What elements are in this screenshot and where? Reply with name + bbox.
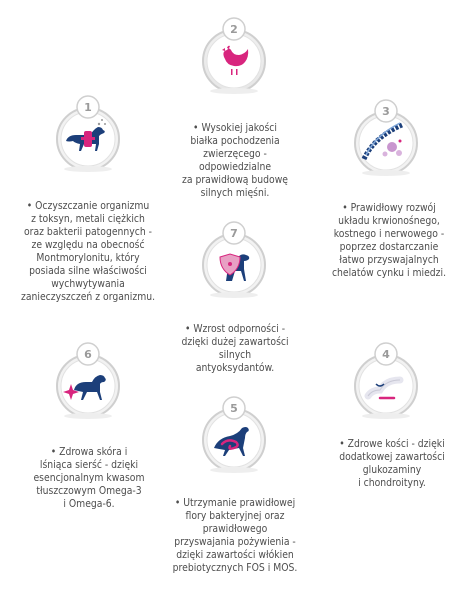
text-line: chelatów cynku i miedzi. xyxy=(331,267,447,279)
text-line: glukozaminy xyxy=(362,464,422,476)
text-line: poprzez dostarczanie xyxy=(339,241,439,253)
text-line: prebiotycznych FOS i MOS. xyxy=(172,562,298,574)
text-line: wychwytywania xyxy=(51,278,125,290)
text-line: kostnego i nerwowego - xyxy=(333,228,445,240)
item-1-description xyxy=(10,200,166,304)
badge-number: 7 xyxy=(230,227,238,240)
text-line: i chondroityny. xyxy=(358,477,426,489)
badge-2 xyxy=(200,15,268,95)
text-line: tłuszczowym Omega-3 xyxy=(36,485,142,497)
item-6-description xyxy=(24,446,154,511)
item-3-description xyxy=(318,202,460,280)
badge-3 xyxy=(352,97,420,177)
text-line: z toksyn, metali ciężkich xyxy=(31,213,145,225)
text-line: • Wzrost odporności - xyxy=(184,323,286,335)
text-line: odpowiedzialne xyxy=(198,161,272,173)
text-line: • Prawidłowy rozwój xyxy=(342,202,436,214)
text-line: • Utrzymanie prawidłowej xyxy=(174,497,296,509)
text-line: przyswajania pożywienia - xyxy=(174,536,296,548)
text-line: posiada silne właściwości xyxy=(29,265,147,277)
text-line: dzięki zawartości włókien xyxy=(176,549,294,561)
text-line: Montmorylonitu, który xyxy=(36,252,140,264)
text-line: esencjonalnym kwasom xyxy=(33,472,145,484)
badge-number: 5 xyxy=(230,402,238,415)
item-7-description xyxy=(160,323,310,375)
text-line: • Oczyszczanie organizmu xyxy=(26,200,150,212)
text-line: ze względu na obecność xyxy=(31,239,145,251)
text-line: • Wysokiej jakości xyxy=(193,122,277,134)
text-line: antyoksydantów. xyxy=(195,362,275,374)
text-line: za prawidłową budowę xyxy=(182,174,288,186)
text-line: flory bakteryjnej oraz xyxy=(185,510,285,522)
badge-5 xyxy=(200,394,268,474)
badge-number: 6 xyxy=(84,348,92,361)
text-line: zanieczyszczeń z organizmu. xyxy=(20,291,156,303)
badge-4 xyxy=(352,340,420,420)
badge-7 xyxy=(200,219,268,299)
text-line: białka pochodzenia xyxy=(190,135,280,147)
text-line: dodatkowej zawartości xyxy=(339,451,445,463)
badge-number: 1 xyxy=(84,101,92,114)
text-line: dzięki dużej zawartości xyxy=(181,336,289,348)
text-line: zwierzęcego - xyxy=(203,148,267,160)
badge-number: 3 xyxy=(382,105,390,118)
text-line: lśniąca sierść - dzięki xyxy=(39,459,139,471)
text-line: łatwo przyswajalnych xyxy=(339,254,439,266)
text-line: • Zdrowa skóra i xyxy=(50,446,128,458)
item-5-description xyxy=(160,497,310,575)
item-2-description xyxy=(165,122,305,200)
text-line: prawidłowego xyxy=(202,523,268,535)
badge-number: 4 xyxy=(382,348,390,361)
text-line: i Omega-6. xyxy=(63,498,115,510)
text-line: silnych mięśni. xyxy=(200,187,270,199)
text-line: oraz bakterii patogennych - xyxy=(23,226,153,238)
text-line: silnych xyxy=(218,349,252,361)
badge-6 xyxy=(54,340,122,420)
badge-number: 2 xyxy=(230,23,238,36)
item-4-description xyxy=(320,438,464,490)
text-line: układu krwionośnego, xyxy=(338,215,440,227)
text-line: • Zdrowe kości - dzięki xyxy=(339,438,445,450)
badge-1 xyxy=(54,93,122,173)
